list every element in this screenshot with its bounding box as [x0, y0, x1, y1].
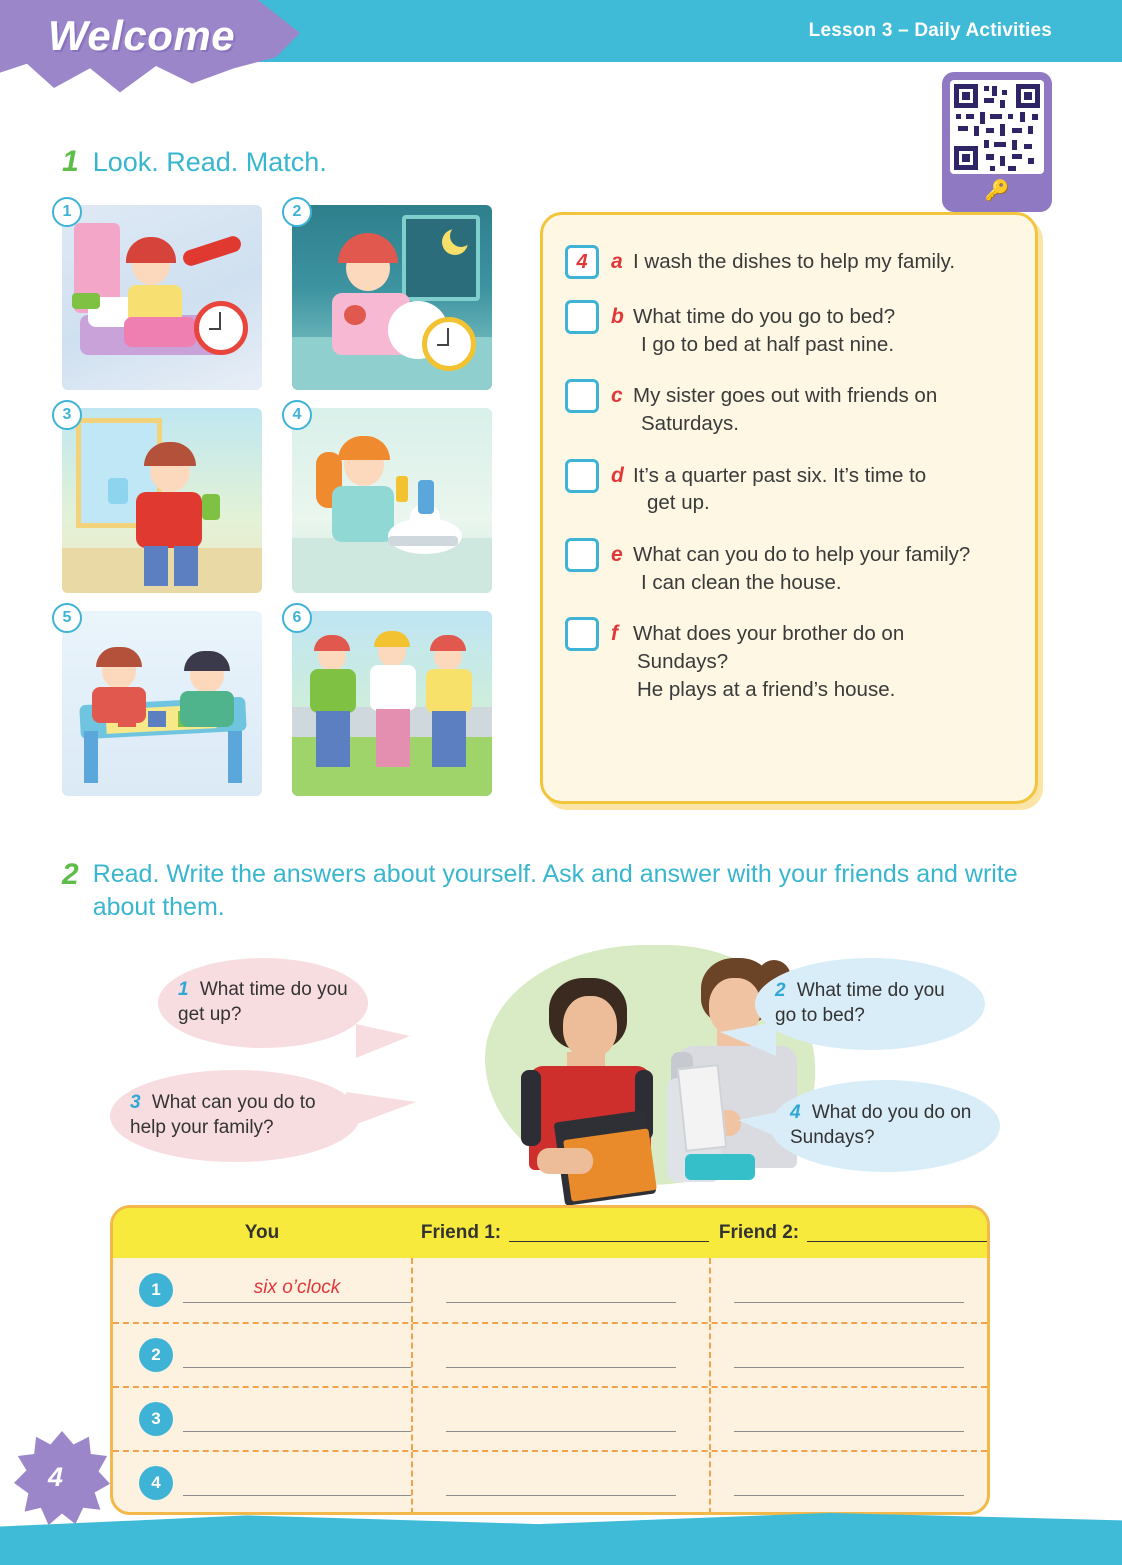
picture-item[interactable] [292, 408, 492, 593]
picture-number: 5 [52, 603, 82, 633]
cell-friend-2 [709, 1258, 987, 1322]
row-number: 4 [139, 1466, 173, 1500]
friend-1-name-input[interactable] [509, 1224, 709, 1242]
answer-box-d[interactable] [565, 459, 599, 493]
answer-input-friend-2[interactable] [734, 1470, 964, 1496]
answer-input-friend-2[interactable] [734, 1277, 964, 1303]
sentence-text-d: It’s a quarter past six. It’s time to get up. [633, 463, 927, 515]
picture-number: 4 [282, 400, 312, 430]
speech-bubble-2-tail [720, 1022, 776, 1056]
exercise-1-heading [62, 145, 327, 179]
picture-number: 6 [282, 603, 312, 633]
friend-1-label: Friend 1: [420, 1222, 502, 1243]
bubble-text: What time do you get up? [178, 979, 348, 1025]
speech-bubble-2 [755, 958, 985, 1050]
sentence-letter-b: b [611, 305, 624, 328]
cell-friend-1 [411, 1388, 709, 1450]
answers-table [110, 1205, 990, 1515]
picture-3-cleaning-window [62, 408, 262, 593]
bubble-number: 1 [178, 979, 189, 1001]
table-row [113, 1450, 987, 1514]
picture-item[interactable] [292, 205, 492, 390]
row-number: 2 [139, 1338, 173, 1372]
exercise-2-heading [62, 858, 1022, 923]
answer-box-a[interactable]: 4 [565, 245, 599, 279]
page-number: 4 [48, 1462, 64, 1492]
table-header-row [113, 1208, 987, 1258]
picture-4-washing-dishes [292, 408, 492, 593]
answer-input-friend-2[interactable] [734, 1342, 964, 1368]
answer-box-b[interactable] [565, 300, 599, 334]
answer-input-you[interactable] [183, 1406, 411, 1432]
cell-you [113, 1258, 411, 1322]
picture-6-friends-outside [292, 611, 492, 796]
sentence-text-e: What can you do to help your family? I can clean the house. [633, 543, 971, 594]
picture-item[interactable] [62, 611, 262, 796]
lesson-label: Lesson 3 – Daily Activities [808, 20, 1052, 41]
sentence-panel [540, 212, 1038, 804]
answer-input-you[interactable] [183, 1342, 411, 1368]
row-number: 3 [139, 1402, 173, 1436]
qr-code-box[interactable] [942, 72, 1052, 212]
cell-you [113, 1324, 411, 1386]
answer-input-friend-1[interactable] [446, 1277, 676, 1303]
answer-input-friend-2[interactable] [734, 1406, 964, 1432]
picture-item[interactable] [62, 205, 262, 390]
picture-grid [62, 205, 522, 814]
picture-item[interactable] [292, 611, 492, 796]
picture-1-waking-up [62, 205, 262, 390]
bubble-text: What do you do on Sundays? [790, 1102, 972, 1148]
row-number: 1 [139, 1273, 173, 1307]
cell-friend-1 [411, 1258, 709, 1322]
answer-input-friend-1[interactable] [446, 1406, 676, 1432]
answer-input-you[interactable] [183, 1470, 411, 1496]
exercise-1-instruction: Look. Read. Match. [92, 147, 327, 177]
picture-2-going-to-bed [292, 205, 492, 390]
exercise-2-instruction: Read. Write the answers about yourself. Ask and answer with your friends and write about them. [92, 860, 1018, 921]
picture-number: 1 [52, 197, 82, 227]
exercise-2-number: 2 [62, 858, 79, 891]
photo-boy [515, 978, 665, 1200]
qr-code-image [950, 80, 1044, 174]
sentence-letter-a: a [611, 250, 623, 273]
sentence-item-c [565, 379, 1019, 437]
sentence-letter-c: c [611, 384, 623, 408]
cell-friend-2 [709, 1324, 987, 1386]
friend-2-name-input[interactable] [807, 1224, 987, 1242]
exercise-1-number: 1 [62, 145, 79, 178]
answer-input-you[interactable]: six o’clock [183, 1277, 411, 1303]
answer-input-friend-1[interactable] [446, 1470, 676, 1496]
table-row [113, 1322, 987, 1386]
speech-bubble-3-tail [346, 1092, 416, 1128]
sentence-letter-e: e [611, 543, 623, 567]
picture-number: 3 [52, 400, 82, 430]
sentence-letter-d: d [611, 463, 624, 487]
table-row [113, 1258, 987, 1322]
answer-input-friend-1[interactable] [446, 1342, 676, 1368]
cell-you [113, 1388, 411, 1450]
friend-2-label: Friend 2: [718, 1222, 800, 1243]
picture-number: 2 [282, 197, 312, 227]
sentence-item-a [565, 245, 1019, 279]
cell-friend-1 [411, 1324, 709, 1386]
sentence-item-b [565, 300, 1019, 358]
sentence-item-e [565, 538, 1019, 596]
page-title: Welcome [48, 12, 236, 59]
speech-bubble-4 [770, 1080, 1000, 1172]
sentence-text-f: What does your brother do on Sundays? He plays at a friend’s house. [633, 622, 905, 701]
sentence-text-a: I wash the dishes to help my family. [633, 250, 956, 273]
speech-bubble-1 [158, 958, 368, 1048]
picture-5-board-game [62, 611, 262, 796]
bubble-number: 2 [775, 980, 786, 1002]
answer-box-e[interactable] [565, 538, 599, 572]
table-row [113, 1386, 987, 1450]
cell-friend-2 [709, 1388, 987, 1450]
photo-with-speech-bubbles [110, 950, 1020, 1200]
sentence-letter-f: f [611, 622, 618, 646]
sentence-text-c: My sister goes out with friends on Saturdays. [633, 384, 938, 436]
column-header-friend-2 [709, 1222, 987, 1244]
sentence-item-d [565, 459, 1019, 517]
cell-friend-1 [411, 1452, 709, 1514]
column-header-you: You [244, 1222, 280, 1243]
bubble-number: 3 [130, 1092, 141, 1114]
bubble-text: What can you do to help your family? [130, 1092, 316, 1138]
answer-box-c[interactable] [565, 379, 599, 413]
bubble-number: 4 [790, 1102, 801, 1124]
speech-bubble-1-tail [356, 1024, 410, 1058]
column-header-friend-1 [411, 1222, 709, 1244]
cell-friend-2 [709, 1452, 987, 1514]
speech-bubble-3 [110, 1070, 360, 1162]
answer-box-f[interactable] [565, 617, 599, 651]
speech-bubble-4-tail [738, 1110, 788, 1142]
sentence-item-f [565, 617, 1019, 703]
key-icon: 🔑 [984, 180, 1010, 202]
cell-you [113, 1452, 411, 1514]
bubble-text: What time do you go to bed? [775, 980, 945, 1026]
sentence-text-b: What time do you go to bed? I go to bed at half past nine. [633, 305, 896, 356]
picture-item[interactable] [62, 408, 262, 593]
